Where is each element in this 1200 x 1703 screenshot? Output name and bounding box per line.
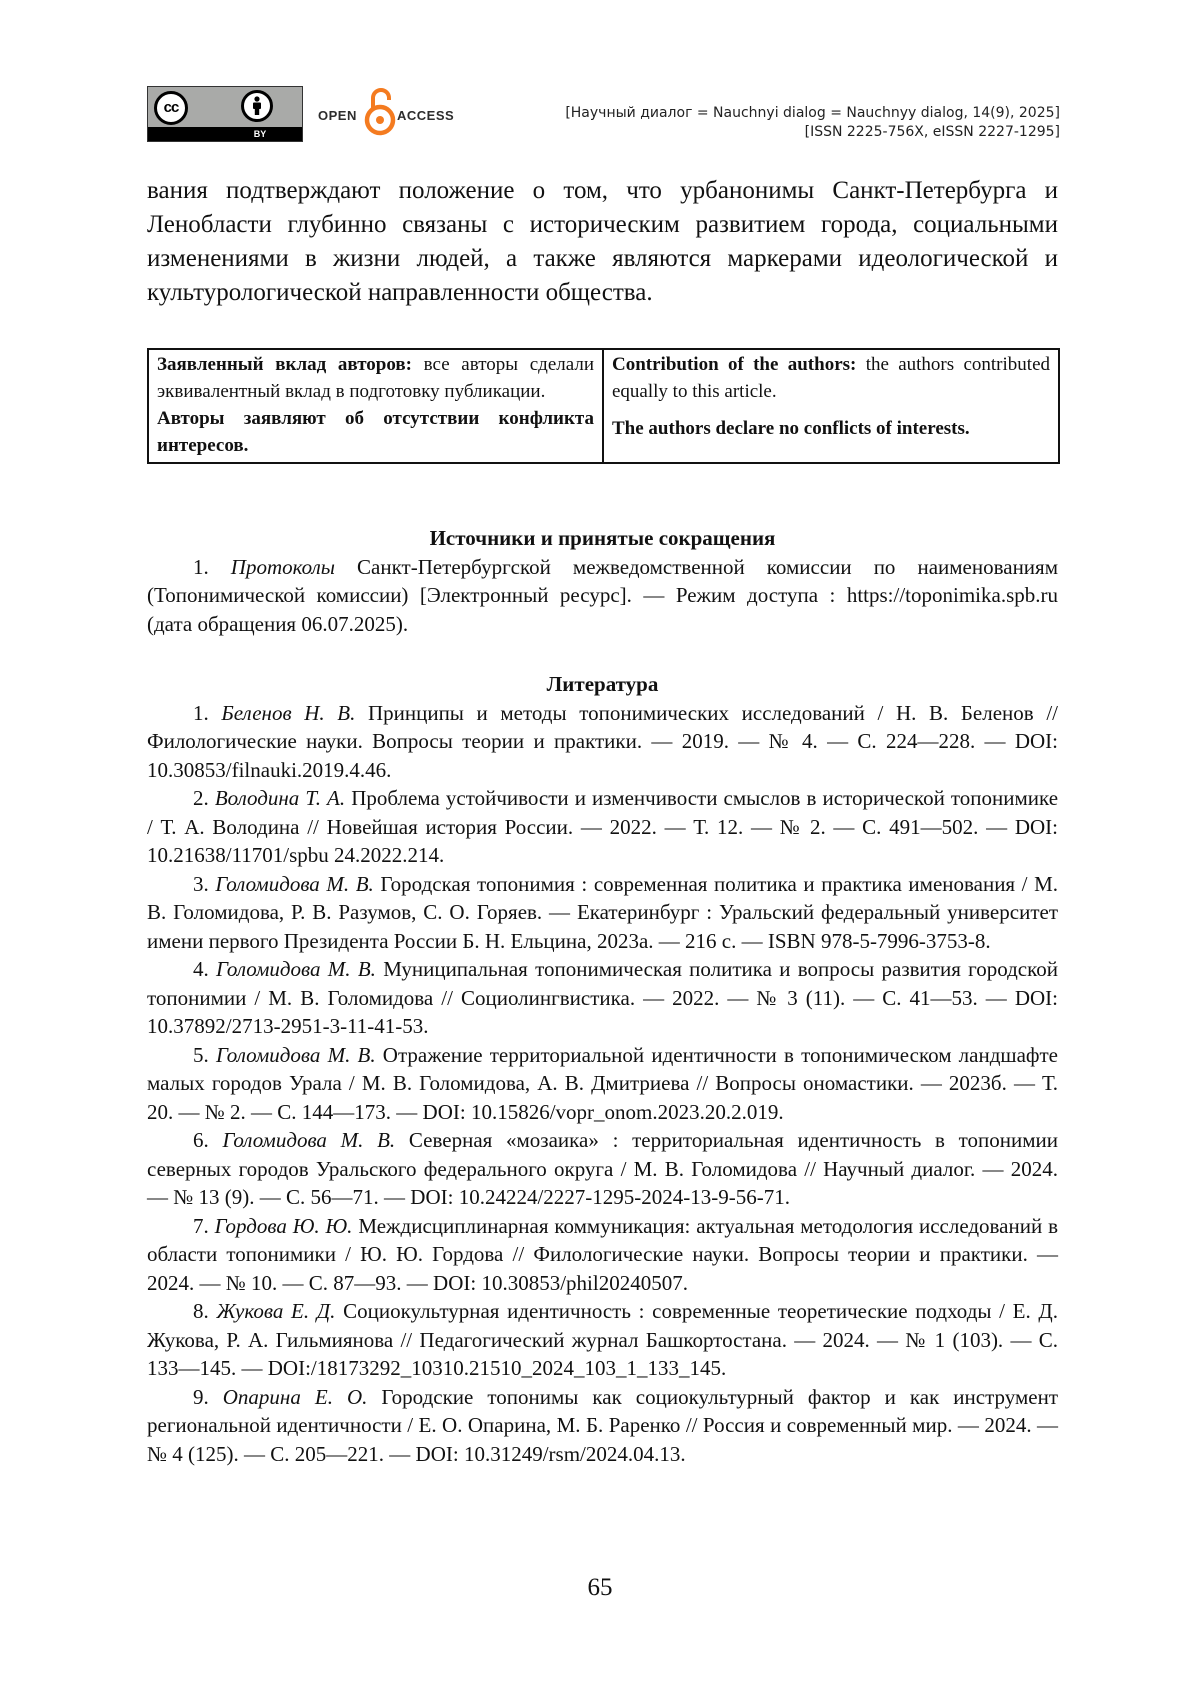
cc-icon: [154, 91, 188, 125]
conflict-en-text: The authors declare no conflicts of interests.: [612, 418, 970, 439]
reference-item: 6. Голомидова М. В. Северная «мозаика» : территориальная идентичность в топонимии северных городов Уральского федерального округа / М. В. Голомидова // Научный диалог. — 2024. — № 13 (9). — С. 56—71. — DOI: 10.24224/2227-1295-2024-13-9-56-71.: [147, 1128, 1059, 1209]
cc-by-license-badge: [147, 86, 303, 142]
contribution-ru-text: все авторы сделали эквивалентный вклад в подготовку публикации.: [157, 354, 594, 402]
contribution-ru-title: Заявленный вклад авторов:: [157, 354, 412, 375]
contribution-en-title: Contribution of the authors:: [612, 354, 857, 375]
contribution-en-cell: [603, 349, 1059, 463]
open-access-left-text: OPEN: [318, 108, 357, 123]
sources-section: [147, 524, 1058, 638]
sources-heading: Источники и принятые сокращения: [429, 526, 776, 550]
reference-item: 1. Беленов Н. В. Принципы и методы топонимических исследований / Н. В. Беленов // Филологические науки. Вопросы теории и практики. — 2019. — № 4. — С. 224—228. — DOI: 10.30853/filnauki.2019.4.46.: [147, 700, 1058, 782]
reference-item: 9. Опарина Е. О. Городские топонимы как социокультурный фактор и как инструмент региональной идентичности / Е. О. Опарина, М. Б. Раренко // Россия и современный мир. — 2024. — № 4 (125). — С. 205—221. — DOI: 10.31249/rsm/2024.04.13.: [147, 1384, 1058, 1466]
reference-item: 7. Гордова Ю. Ю. Междисциплинарная коммуникация: актуальная методология исследований в области топонимики / Ю. Ю. Гордова // Филологические науки. Вопросы теории и практики. — 2024. — № 10. — С. 87—93. — DOI: 10.30853/phil20240507.: [147, 1213, 1059, 1295]
conflict-ru-text: Авторы заявляют об отсутствии конфликта интересов.: [157, 408, 594, 456]
contribution-ru-cell: [148, 349, 603, 463]
open-access-right-text: ACCESS: [397, 108, 455, 123]
journal-info: [565, 104, 1060, 142]
cc-label: cc: [163, 99, 179, 116]
reference-item: 8. Жукова Е. Д. Социокультурная идентичность : современные теоретические подходы / Е. Д. Жукова, Р. А. Гильмиянова // Педагогический журнал Башкортостана. — 2024. — № 1 (103). — С. 133—145. — DOI:/18173292_10310.21510_2024_103_1_133_145.: [147, 1299, 1059, 1380]
author-contribution-table: [147, 348, 1060, 464]
reference-item: 5. Голомидова М. В. Отражение территориальной идентичности в топонимическом ландшафте малых городов Урала / М. В. Голомидова, А. В. Дмитриева // Вопросы ономастики. — 2023б. — Т. 20. — № 2. — С. 144—173. — DOI: 10.15826/vopr_onom.2023.20.2.019.: [147, 1042, 1058, 1124]
contribution-en-text: the authors contributed equally to this article.: [612, 354, 1050, 402]
open-access-logo: [318, 86, 460, 142]
source-item: 1. Протоколы Санкт-Петербургской межведомственной комиссии по наименованиям (Топонимической комиссии) [Электронный ресурс]. — Режим доступа : https://toponimika.spb.ru (дата обращения 06.07.2025).: [147, 554, 1058, 636]
page-header: [0, 0, 1200, 150]
literature-section: [147, 670, 1058, 1468]
reference-item: 3. Голомидова М. В. Городская топонимия : современная политика и практика именования / М. В. Голомидова, Р. В. Разумов, С. О. Горяев. — Екатеринбург : Уральский федеральный университет имени первого Президента России Б. Н. Ельцина, 2023а. — 216 с. — ISBN 978-5-7996-3753-8.: [147, 871, 1059, 953]
by-label: BY: [253, 129, 267, 139]
body-paragraph: вания подтверждают положение о том, что урбанонимы Санкт-Петербурга и Ленобласти глубинно связаны с историческим развитием города, социальными изменениями в жизни людей, а также являются маркерами идеологической и культурологической направленности общества.: [147, 177, 1058, 306]
literature-heading: Литература: [546, 672, 659, 696]
reference-item: 4. Голомидова М. В. Муниципальная топонимическая политика и вопросы развития городской топонимии / М. В. Голомидова // Социолингвистика. — 2022. — № 3 (11). — С. 41—53. — DOI: 10.37892/2713-2951-3-11-41-53.: [147, 957, 1059, 1038]
page-number: 65: [587, 1574, 613, 1601]
journal-citation: [Научный диалог = Nauchnyi dialog = Nauchnyy dialog, 14(9), 2025]: [565, 105, 1060, 121]
reference-item: 2. Володина Т. А. Проблема устойчивости и изменчивости смыслов в исторической топонимике / Т. А. Володина // Новейшая история России. — 2022. — Т. 12. — № 2. — С. 491—502. — DOI: 10.21638/11701/spbu 24.2022.214.: [147, 786, 1059, 867]
open-lock-icon: [364, 86, 396, 138]
journal-issn: [ISSN 2225-756X, eISSN 2227-1295]: [804, 124, 1060, 140]
attribution-icon: [241, 90, 273, 122]
